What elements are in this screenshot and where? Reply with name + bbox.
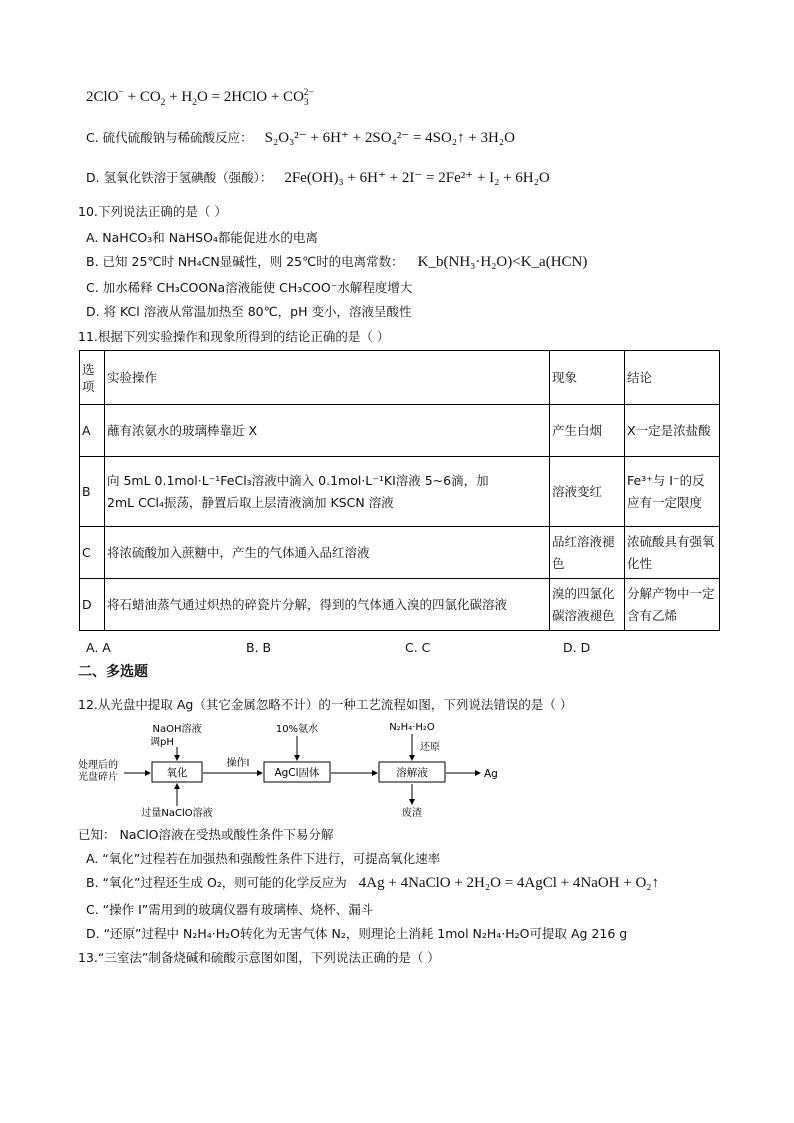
top-equation: $2ClO^- + CO_2 + H_2O$ = 2HClO + $CO_3^{2-}$ (86, 88, 314, 108)
q10-option-d: D. 将 KCl 溶液从常温加热至 80℃，pH 变小，溶液呈酸性 (86, 304, 412, 319)
q9-option-c (86, 127, 515, 149)
flow-top2: 10%氨水 (275, 724, 319, 735)
q12-known: 已知： NaClO溶液在受热或酸性条件下易分解 (78, 827, 334, 842)
experiment-table (79, 350, 720, 631)
q12-option-b: B. “氧化”过程还生成 O₂，则可能的化学反应为 4Ag + 4NaClO + 2H₂O = 4AgCl + 4NaOH + O₂↑ (86, 875, 660, 891)
q12-option-a: A. “氧化”过程若在加强热和强酸性条件下进行，可提高氧化速率 (86, 851, 441, 866)
header-conclusion: 结论 (625, 351, 720, 405)
section-title: 二、多选题 (78, 664, 148, 680)
q10-option-a: A. NaHCO₃和 NaHSO₄都能促进水的电离 (86, 230, 318, 245)
header-phenomenon: 现象 (550, 351, 625, 405)
q11-stem: 11.根据下列实验操作和现象所得到的结论正确的是（ ） (78, 329, 390, 344)
q9-d-label: D. 氢氧化铁溶于氢碘酸（强酸）： (86, 170, 273, 185)
flow-top1-line2: 调pH (150, 737, 174, 748)
header-operation: 实验操作 (105, 351, 550, 405)
table-row: A 蘸有浓氨水的玻璃棒靠近 X 产生白烟 X一定是浓盐酸 (80, 405, 720, 457)
q9-option-d (86, 167, 550, 189)
q9-c-label: C. 硫代硫酸钠与稀硫酸反应： (86, 130, 253, 145)
flow-end: Ag (484, 768, 498, 780)
q10-stem: 10.下列说法正确的是（ ） (78, 204, 227, 219)
q9-d-equation: 2Fe(OH)₃ + 6H⁺ + 2I⁻ = 2Fe²⁺ + I₂ + 6H₂O (284, 170, 550, 186)
flow-start-line2: 光盘碎片 (78, 772, 118, 783)
flow-reduce: 还原 (420, 742, 440, 753)
flow-start-line1: 处理后的 (78, 760, 118, 771)
table-row: D 将石蜡油蒸气通过炽热的碎瓷片分解，得到的气体通入溴的四氯化碳溶液 溴的四氯化碳溶液褪色 分解产物中一定含有乙烯 (80, 579, 720, 631)
choice-d[interactable]: D. D (563, 640, 591, 655)
flow-top1-line1: NaOH溶液 (152, 724, 202, 735)
table-row: C 将浓硫酸加入蔗糖中，产生的气体通入品红溶液 品红溶液褪色 浓硫酸具有强氧化性 (80, 527, 720, 579)
flow-diagram (78, 718, 508, 824)
flow-box1-label: 氧化 (166, 767, 188, 779)
q10-option-b: B. 已知 25℃时 NH₄CN显碱性，则 25℃时的电离常数： K_b(NH₃·H₂O)<K_a(HCN) (86, 254, 588, 270)
q10-option-c: C. 加水稀释 CH₃COONa溶液能使 CH₃COO⁻水解程度增大 (86, 280, 413, 295)
q13-stem: 13.“三室法”制备烧碱和硫酸示意图如图，下列说法正确的是（ ） (78, 950, 440, 965)
q12-option-c: C. “操作 I”需用到的玻璃仪器有玻璃棒、烧杯、漏斗 (86, 902, 374, 917)
flow-top3: N₂H₄·H₂O (389, 722, 435, 733)
choice-c[interactable]: C. C (405, 640, 431, 655)
choice-a[interactable]: A. A (86, 640, 111, 655)
flow-bottom1: 过量NaClO溶液 (141, 808, 213, 819)
flow-box3-label: 溶解液 (396, 767, 428, 779)
table-row: B 向 5mL 0.1mol·L⁻¹FeCl₃溶液中滴入 0.1mol·L⁻¹KI溶液 5~6滴，加 2mL CCl₄振荡，静置后取上层清液滴加 KSCN 溶液 溶液变红 Fe³⁺与 I⁻的反应有一定限度 (80, 457, 720, 527)
header-option: 选项 (80, 351, 105, 405)
flow-op1: 操作Ⅰ (226, 758, 250, 769)
q9-c-equation: S₂O₃²⁻ + 6H⁺ + 2SO₄²⁻ = 4SO₂↑ + 3H₂O (264, 130, 515, 146)
choice-b[interactable]: B. B (246, 640, 272, 655)
q12-option-d: D. “还原”过程中 N₂H₄·H₂O转化为无害气体 N₂，则理论上消耗 1mol N₂H₄·H₂O可提取 Ag 216 g (86, 926, 628, 941)
flow-bottom3: 废渣 (402, 808, 422, 819)
q12-stem: 12.从光盘中提取 Ag（其它金属忽略不计）的一种工艺流程如图，下列说法错误的是（ ） (78, 697, 573, 712)
table-header-row (80, 351, 720, 405)
flow-box2-label: AgCl固体 (274, 767, 320, 779)
